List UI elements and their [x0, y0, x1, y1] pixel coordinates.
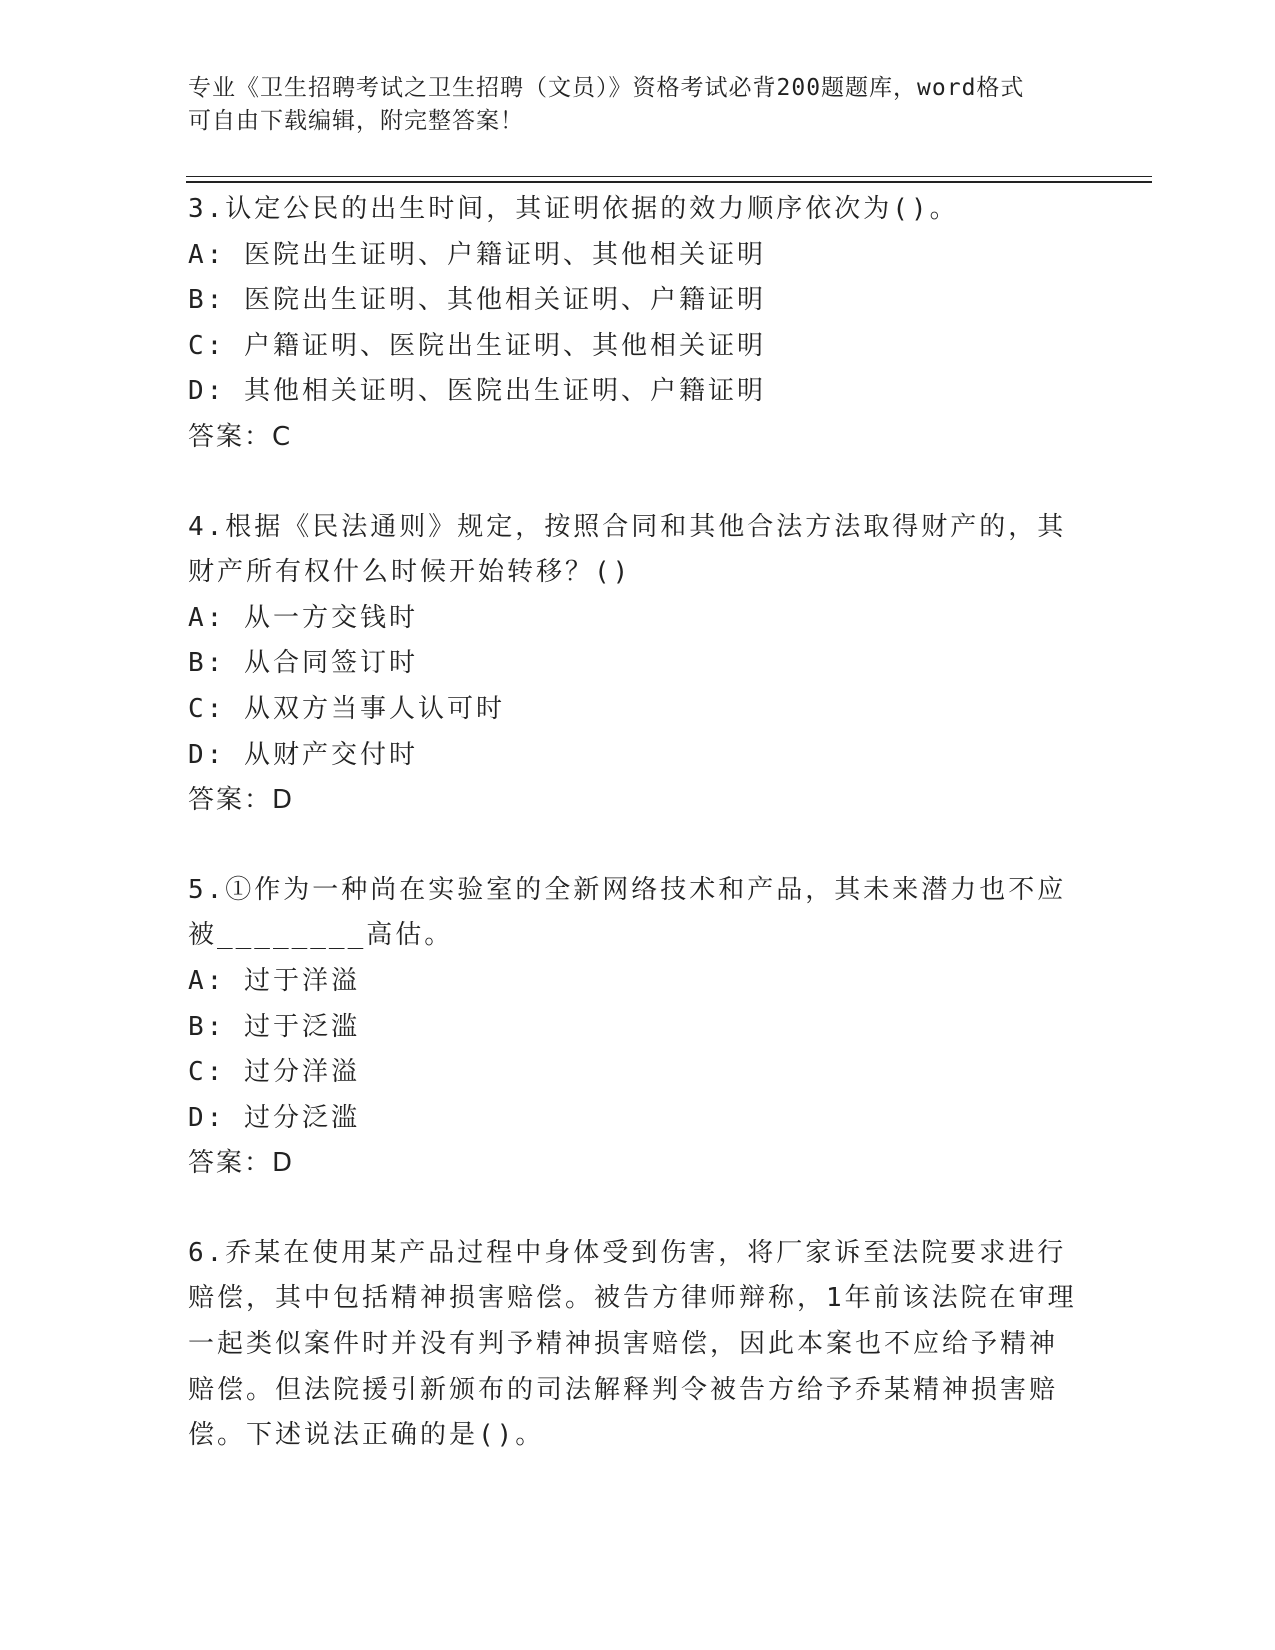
- question-stem-line: 赔偿。但法院援引新颁布的司法解释判令被告方给予乔某精神损害赔: [188, 1374, 1059, 1405]
- option-d: D: 过分泛滥: [188, 1102, 360, 1133]
- answer-line: [188, 778, 1088, 824]
- answer-value: D: [272, 1148, 295, 1179]
- header-divider-thin: [186, 176, 1152, 177]
- answer-label: 答案：: [188, 785, 273, 816]
- answer-line: [188, 415, 1088, 461]
- question-stem-line: 赔偿，其中包括精神损害赔偿。被告方律师辩称，1年前该法院在审理: [188, 1283, 1077, 1314]
- question-stem-line: 4.根据《民法通则》规定，按照合同和其他合法方法取得财产的，其: [188, 511, 1067, 542]
- header-divider-thick: [186, 181, 1152, 183]
- question-stem-line: 3.认定公民的出生时间，其证明依据的效力顺序依次为()。: [188, 194, 959, 224]
- answer-value: C: [272, 421, 293, 452]
- option-a: A: 医院出生证明、户籍证明、其他相关证明: [188, 239, 766, 270]
- question-stem-line: 偿。下述说法正确的是()。: [188, 1420, 545, 1451]
- question-stem-line: 财产所有权什么时候开始转移？(): [188, 557, 632, 588]
- question-5: [188, 868, 1088, 1187]
- question-stem-line: 被________高估。: [188, 920, 454, 951]
- option-b: B: 从合同签订时: [188, 648, 418, 679]
- answer-label: 答案：: [188, 1148, 273, 1179]
- option-d: D: 其他相关证明、医院出生证明、户籍证明: [188, 376, 766, 407]
- question-stem-line: 一起类似案件时并没有判予精神损害赔偿，因此本案也不应给予精神: [188, 1329, 1059, 1360]
- question-4: [188, 505, 1088, 824]
- question-6: [188, 1231, 1088, 1459]
- answer-line: [188, 1141, 1088, 1187]
- question-stem-line: 5.①作为一种尚在实验室的全新网络技术和产品，其未来潜力也不应: [188, 874, 1067, 905]
- answer-value: D: [272, 785, 295, 816]
- option-b: B: 过于泛滥: [188, 1011, 360, 1042]
- option-c: C: 过分洋溢: [188, 1057, 360, 1088]
- question-list: [188, 187, 1088, 1503]
- question-stem-line: 6.乔某在使用某产品过程中身体受到伤害，将厂家诉至法院要求进行: [188, 1237, 1067, 1268]
- option-c: C: 户籍证明、医院出生证明、其他相关证明: [188, 330, 766, 361]
- option-a: A: 从一方交钱时: [188, 602, 418, 633]
- document-header: [188, 72, 1068, 138]
- option-a: A: 过于洋溢: [188, 965, 360, 996]
- option-c: C: 从双方当事人认可时: [188, 693, 505, 724]
- option-d: D: 从财产交付时: [188, 739, 418, 770]
- answer-label: 答案：: [188, 421, 273, 452]
- header-line-2: 可自由下载编辑，附完整答案！: [188, 108, 524, 134]
- option-b: B: 医院出生证明、其他相关证明、户籍证明: [188, 285, 766, 316]
- header-line-1: 专业《卫生招聘考试之卫生招聘（文员）》资格考试必背200题题库，word格式: [188, 75, 1025, 101]
- question-3: [188, 187, 1088, 461]
